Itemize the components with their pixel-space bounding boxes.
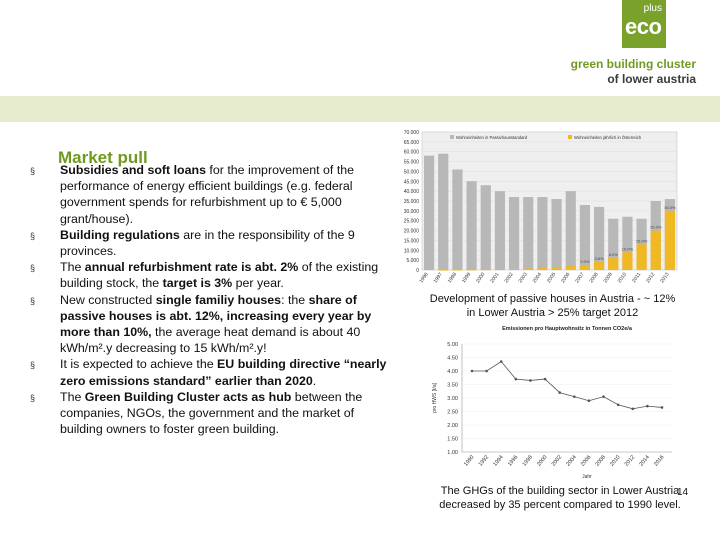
bar-data-label: 15.0%	[635, 238, 648, 244]
bullet-bold-text: Building regulations	[60, 227, 180, 242]
x-tick-label: 2006	[560, 271, 572, 285]
y-tick-label: 50.000	[403, 169, 419, 176]
bar-total-dwellings	[438, 154, 448, 270]
x-tick-label: 2005	[545, 271, 558, 285]
bullet-text: The	[60, 260, 85, 275]
bar-total-dwellings	[424, 156, 434, 270]
bar-passive-houses	[523, 268, 533, 270]
legend-label: Wohneinheiten in Passivhausstandard	[456, 135, 528, 140]
data-point	[485, 370, 488, 373]
data-point	[500, 360, 503, 363]
data-point	[529, 379, 532, 382]
y-tick-label: 40.000	[403, 189, 419, 196]
y-tick-label: 5.000	[406, 258, 419, 265]
bullet-bold-text: target is 3%	[162, 276, 233, 291]
bar-total-dwellings	[495, 191, 505, 270]
y-tick-label: 60.000	[403, 149, 419, 156]
bar-data-label: 10.0%	[621, 246, 634, 252]
x-tick-label: 2012	[645, 271, 657, 285]
logo-tagline-line2: of lower austria	[607, 72, 696, 86]
bullet-text: are in the responsibility of the 9 provinces.	[60, 227, 355, 259]
y-tick-label: 35.000	[403, 199, 419, 205]
data-point	[646, 405, 649, 408]
x-tick-label: 2002	[550, 454, 564, 468]
bar-passive-houses	[580, 265, 590, 270]
bar-passive-houses	[622, 252, 632, 270]
bullet-item	[28, 259, 388, 291]
bar-passive-houses	[452, 270, 462, 271]
bar-total-dwellings	[452, 169, 462, 270]
x-tick-label: 2002	[503, 271, 515, 285]
y-tick-label: 3.00	[447, 396, 458, 402]
bullet-bold-text: share of passive houses is abt. 12%, increasing every year by more than 10%,	[60, 292, 372, 340]
x-tick-label: 2008	[588, 271, 600, 285]
bullet-text: the average heat demand is about 40 kWh/m².y decreasing to 15 kWh/m².y!	[60, 325, 361, 356]
x-tick-label: 2000	[475, 271, 487, 285]
x-tick-label: 2014	[638, 454, 651, 468]
data-point	[544, 378, 547, 381]
x-tick-label: 1996	[506, 454, 520, 468]
bar-passive-houses	[566, 266, 576, 270]
x-tick-label: 1994	[492, 454, 505, 468]
bar-total-dwellings	[466, 181, 476, 270]
bar-data-label: 3.6%	[594, 256, 604, 262]
bar-total-dwellings	[566, 191, 576, 270]
legend-swatch	[450, 135, 454, 139]
data-point	[617, 403, 620, 406]
x-tick-label: 2016	[653, 454, 666, 468]
bullet-item	[28, 389, 388, 438]
y-tick-label: 4.50	[447, 355, 458, 362]
bar-total-dwellings	[551, 199, 561, 270]
y-tick-label: 45.000	[403, 179, 419, 186]
bar-passive-houses	[466, 270, 476, 271]
x-tick-label: 1998	[446, 271, 459, 285]
bar-passive-houses	[651, 231, 661, 270]
data-point	[631, 408, 634, 411]
bullet-bold-text: Subsidies and soft loans	[60, 163, 206, 177]
bar-total-dwellings	[509, 197, 519, 270]
bar-passive-houses	[438, 270, 448, 271]
chart1-caption: Development of passive houses in Austria - ~ 12% in Lower Austria > 25% target 2012	[429, 293, 676, 319]
legend-label: Wohneinheiten jährlich in Österreich	[574, 135, 642, 140]
y-tick-label: 65.000	[403, 139, 419, 146]
y-tick-label: 4.00	[447, 369, 458, 375]
bullet-text: .	[312, 373, 317, 388]
x-tick-label: 1996	[418, 271, 430, 285]
y-tick-label: 30.000	[403, 208, 419, 215]
page-number: 14	[677, 487, 689, 498]
bar-passive-houses	[608, 258, 618, 270]
bar-data-label: 25.0%	[650, 224, 662, 230]
bullet-item	[28, 356, 388, 388]
chart-background	[420, 322, 680, 480]
data-point	[515, 378, 518, 381]
y-tick-label: 55.000	[403, 159, 419, 166]
x-tick-label: 2007	[574, 271, 586, 285]
bullet-bold-text: single familiy houses	[155, 292, 282, 307]
y-tick-label: 1.50	[447, 436, 458, 443]
bar-passive-houses	[495, 269, 505, 270]
data-point	[661, 406, 664, 409]
slide-title: Market pull	[58, 148, 148, 167]
x-tick-label: 2008	[594, 454, 608, 468]
x-tick-label: 2011	[631, 271, 643, 284]
data-point	[573, 395, 576, 398]
bullet-item	[28, 162, 388, 227]
bar-total-dwellings	[537, 197, 547, 270]
bar-total-dwellings	[481, 185, 491, 270]
y-tick-label: 2.00	[447, 423, 458, 429]
bullet-text: of the existing building stock, the	[60, 260, 379, 291]
x-tick-label: 1999	[460, 271, 473, 285]
logo-plus-text: plus	[643, 3, 662, 14]
y-tick-label: 20.000	[403, 228, 419, 235]
chart2-caption: The GHGs of the building sector in Lower Austria decreased by 35 percent compared to 1990 level.	[439, 485, 681, 511]
bar-passive-houses	[665, 211, 675, 270]
logo-eco-text: eco	[625, 14, 662, 39]
x-tick-label: 2006	[579, 454, 593, 468]
bar-passive-houses	[509, 269, 519, 270]
bullet-bold-text: annual refurbishment rate is abt. 2%	[84, 260, 299, 275]
x-tick-label: 2004	[565, 454, 578, 468]
x-tick-label: 1997	[432, 271, 444, 285]
bullet-item	[28, 292, 388, 357]
logo-tagline-line1: green building cluster	[570, 57, 696, 71]
bar-data-label: 2.0%	[580, 259, 590, 265]
bullet-list	[28, 162, 388, 437]
bullet-text: between the companies, NGOs, the government and the market of building owners to foster green building.	[60, 389, 363, 437]
emissions-line-chart	[420, 322, 680, 480]
y-tick-label: 10.000	[403, 248, 419, 255]
y-tick-label: 70.000	[403, 130, 419, 136]
bar-passive-houses	[636, 244, 646, 270]
y-tick-label: 3.50	[447, 382, 458, 389]
bullet-text: per year.	[232, 276, 284, 291]
x-tick-label: 2013	[659, 271, 671, 285]
bullet-text: New constructed	[60, 292, 156, 307]
y-axis-title: pro HWS [t/a]	[432, 382, 438, 414]
x-tick-label: 2009	[602, 271, 614, 285]
x-tick-label: 2003	[517, 271, 529, 285]
bar-total-dwellings	[523, 197, 533, 270]
header-band	[0, 96, 720, 122]
legend-swatch	[568, 135, 572, 139]
bar-passive-houses	[594, 262, 604, 270]
data-point	[471, 370, 474, 373]
y-tick-label: 25.000	[403, 218, 419, 225]
bullet-bold-text: EU building directive “nearly zero emissions standard” earlier than 2020	[60, 357, 387, 388]
y-tick-label: 0	[416, 268, 419, 274]
y-tick-label: 2.50	[447, 409, 458, 416]
x-tick-label: 1990	[463, 454, 476, 468]
bullet-bold-text: Green Building Cluster acts as hub	[84, 389, 292, 404]
bullet-item	[28, 227, 388, 259]
data-point	[558, 391, 561, 394]
x-tick-label: 1998	[521, 454, 534, 468]
bullet-text: : the	[281, 292, 309, 307]
bar-passive-houses	[481, 270, 491, 271]
y-tick-label: 5.00	[447, 342, 458, 348]
x-tick-label: 2010	[616, 271, 629, 285]
x-tick-label: 1992	[477, 454, 491, 468]
x-axis-title: Jahr	[582, 474, 592, 480]
x-tick-label: 2001	[489, 271, 501, 285]
data-point	[588, 399, 591, 402]
data-point	[602, 395, 605, 398]
bar-data-label: 6.0%	[608, 252, 618, 258]
bar-passive-houses	[551, 267, 561, 270]
bullet-text: The	[60, 389, 85, 404]
bar-passive-houses	[537, 268, 547, 270]
x-tick-label: 2004	[531, 271, 544, 285]
y-tick-label: 1.00	[447, 450, 458, 456]
chart-title: Emissionen pro Hauptwohnsitz in Tonnen CO2e/a	[502, 326, 632, 332]
x-tick-label: 2010	[609, 454, 622, 468]
bar-data-label: 30.0%	[664, 204, 676, 210]
x-tick-label: 2012	[623, 454, 637, 468]
bullet-text: for the improvement of the performance of energy efficient buildings (e.g. federal government spends for refurbishment up to € 5,000 grant/house).	[60, 163, 355, 226]
passive-house-bar-chart	[395, 128, 680, 285]
y-tick-label: 15.000	[403, 238, 419, 245]
bullet-text: It is expected to achieve the	[60, 357, 218, 372]
eco-plus-logo	[622, 0, 666, 48]
x-tick-label: 2000	[536, 454, 549, 468]
